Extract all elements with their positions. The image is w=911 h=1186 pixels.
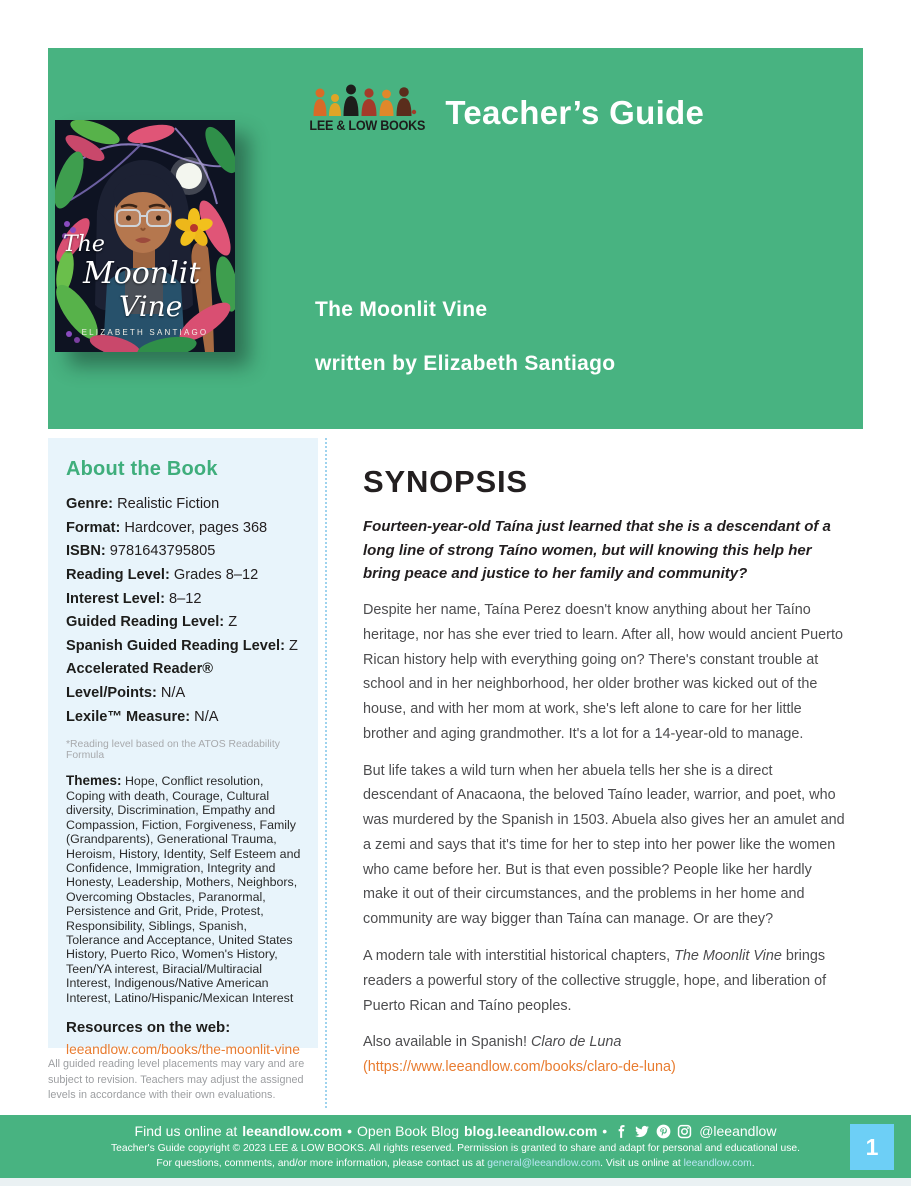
resources-link[interactable]: leeandlow.com/books/the-moonlit-vine [66,1041,300,1057]
dotted-divider [325,438,327,1108]
cover-author: ELIZABETH SANTIAGO [81,328,209,337]
p4-text: Also available in Spanish! [363,1034,531,1051]
footer-bar [0,1115,911,1178]
footer-copyright [26,1142,886,1171]
field-label: Spanish Guided Reading Level: [66,637,285,654]
copyright-end: . [751,1157,755,1169]
footer-blog-link[interactable]: blog.leeandlow.com [464,1123,598,1139]
cover-title-moonlit: Moonlit [83,256,201,291]
p4-spanish-title: Claro de Luna [531,1034,622,1051]
field-spanish-guided-reading [66,635,302,659]
synopsis-paragraph-2: But life takes a wild turn when her abuela tells her she is a direct descendant of Anacaona, the beloved Taíno leader, warrior, and poet, who was murdered by the Spanish in 1503. Abuela also gives her an amulet and a zemi and says that it's time for her to step into her power like the women who came before her. But is that even possible? People like her hardly make it out of their circumstances, and the problems in her home and community are way bigger than Taína can manage. Or are they? [363,762,845,928]
field-format [66,517,302,541]
contact-email-link[interactable]: general@leeandlow.com [487,1157,601,1169]
field-label: Guided Reading Level: [66,614,225,631]
footer-website-link[interactable]: leeandlow.com [683,1157,752,1169]
field-value: 8–12 [169,590,202,607]
about-heading: About the Book [66,458,218,480]
field-label: ISBN: [66,543,106,560]
lee-and-low-logo [303,84,432,132]
field-label: Genre: [66,496,114,512]
cover-title-the: The [63,232,105,257]
field-guided-reading [66,611,302,635]
guide-title: Teacher’s Guide [445,94,705,131]
field-value: Z [289,637,298,654]
p3-text-end: brings readers a powerful story of the collective struggle, hope, and liberation of Puerto Rican and Taíno peoples. [363,948,827,1014]
field-value: Realistic Fiction [117,496,220,512]
field-value: N/A [160,685,186,702]
footer-links-line [26,1115,886,1139]
pinterest-icon[interactable] [656,1124,671,1139]
themes-label: Themes: [66,773,122,789]
twitter-icon[interactable] [634,1124,650,1139]
instagram-icon[interactable] [677,1124,692,1139]
synopsis-paragraph-1: Despite her name, Taína Perez doesn't know anything about her Taíno heritage, nor has she ever tried to learn. After all, how would ancient Puerto Rican history help with everything going on? There's constant trouble at school and in her neighborhood, her older brother was kicked out of the house, and with her mom at work, she's left alone to care for her little brother and aging grandmother. It's a lot for a 14-year-old to manage. [363,602,843,742]
field-label: Format: [66,519,121,536]
synopsis-section [363,464,849,1080]
about-the-book-panel [48,438,318,1057]
guided-reading-disclaimer: All guided reading level placements may vary and are subject to revision. Teachers may adjust the assigned levels in accordance with their own evaluations. [48,1058,305,1102]
field-value: Hardcover, pages 368 [124,519,268,536]
social-icons [614,1124,692,1139]
social-handle: @leeandlow [699,1123,777,1139]
field-value: 9781643795805 [109,543,216,560]
book-cover-image [55,120,235,352]
synopsis-paragraph-4 [363,1030,849,1080]
find-us-label: Find us online at [134,1123,238,1139]
field-reading-level [66,564,302,588]
themes-list: Hope, Conflict resolution, Coping with death, Courage, Cultural diversity, Discrimination, Empathy and Compassion, Fiction, Forgiveness, Family (Grandparents), Generational Trauma, Heroism, History, Identity, Self Esteem and Confidence, Immigration, Integrity and Honesty, Leadership, Mothers, Neighbors, Overcoming Obstacles, Paranormal, Persistence and Grit, Pride, Protest, Responsibility, Siblings, Spanish, Tolerance and Acceptance, United States History, Puerto Rico, Women's History, Teen/YA interest, Biracial/Multiracial Interest, Indigenous/Native American Interest, Latino/Hispanic/Mexican Interest [66,774,301,1005]
field-genre [66,493,302,517]
resources-label: Resources on the web: [66,1018,231,1036]
copyright-mid: . Visit us online at [600,1157,681,1169]
field-value: Grades 8–12 [173,566,259,583]
field-accelerated-reader [66,658,302,705]
themes-paragraph [66,773,302,1005]
p3-book-title: The Moonlit Vine [674,948,782,965]
field-isbn [66,540,302,564]
logo-brand-text: LEE & LOW BOOKS [309,117,425,133]
bullet-separator: • [602,1123,608,1139]
field-value: Z [228,614,238,631]
about-fields [66,493,302,729]
claro-de-luna-link[interactable]: (https://www.leeandlow.com/books/claro-de-luna) [363,1059,676,1076]
field-label: Lexile™ Measure: [66,708,191,725]
bottom-margin-strip [0,1178,911,1186]
cover-title-vine: Vine [119,290,183,323]
footer-content [26,1115,886,1171]
copyright-line2: For questions, comments, and/or more information, please contact us at [156,1157,485,1169]
people-silhouettes-icon [312,84,422,116]
field-value: N/A [194,708,219,725]
facebook-icon[interactable] [614,1124,628,1139]
field-interest-level [66,588,302,612]
footer-site-link[interactable]: leeandlow.com [242,1123,343,1139]
blog-label: Open Book Blog [357,1123,459,1139]
book-title: The Moonlit Vine [315,298,488,321]
field-label: Reading Level: [66,566,170,583]
copyright-line1: Teacher's Guide copyright © 2023 LEE & LOW BOOKS. All rights reserved. Permission is granted to share and adapt for personal and educational use. [111,1143,800,1154]
page-number-badge: 1 [850,1124,894,1170]
field-lexile [66,706,302,730]
synopsis-paragraph-3 [363,944,849,1018]
field-label: Interest Level: [66,590,165,607]
reading-level-note: *Reading level based on the ATOS Readability Formula [66,739,280,762]
p3-text: A modern tale with interstitial historical chapters, [363,948,675,965]
field-label: Accelerated Reader® Level/Points: [66,661,214,702]
bullet-separator: • [347,1123,353,1139]
synopsis-heading: SYNOPSIS [363,464,528,499]
synopsis-lede: Fourteen-year-old Taína just learned that she is a descendant of a long line of strong Taíno women, but will knowing this help her bring peace and justice to her family and community? [363,518,831,583]
book-byline: written by Elizabeth Santiago [315,352,616,375]
